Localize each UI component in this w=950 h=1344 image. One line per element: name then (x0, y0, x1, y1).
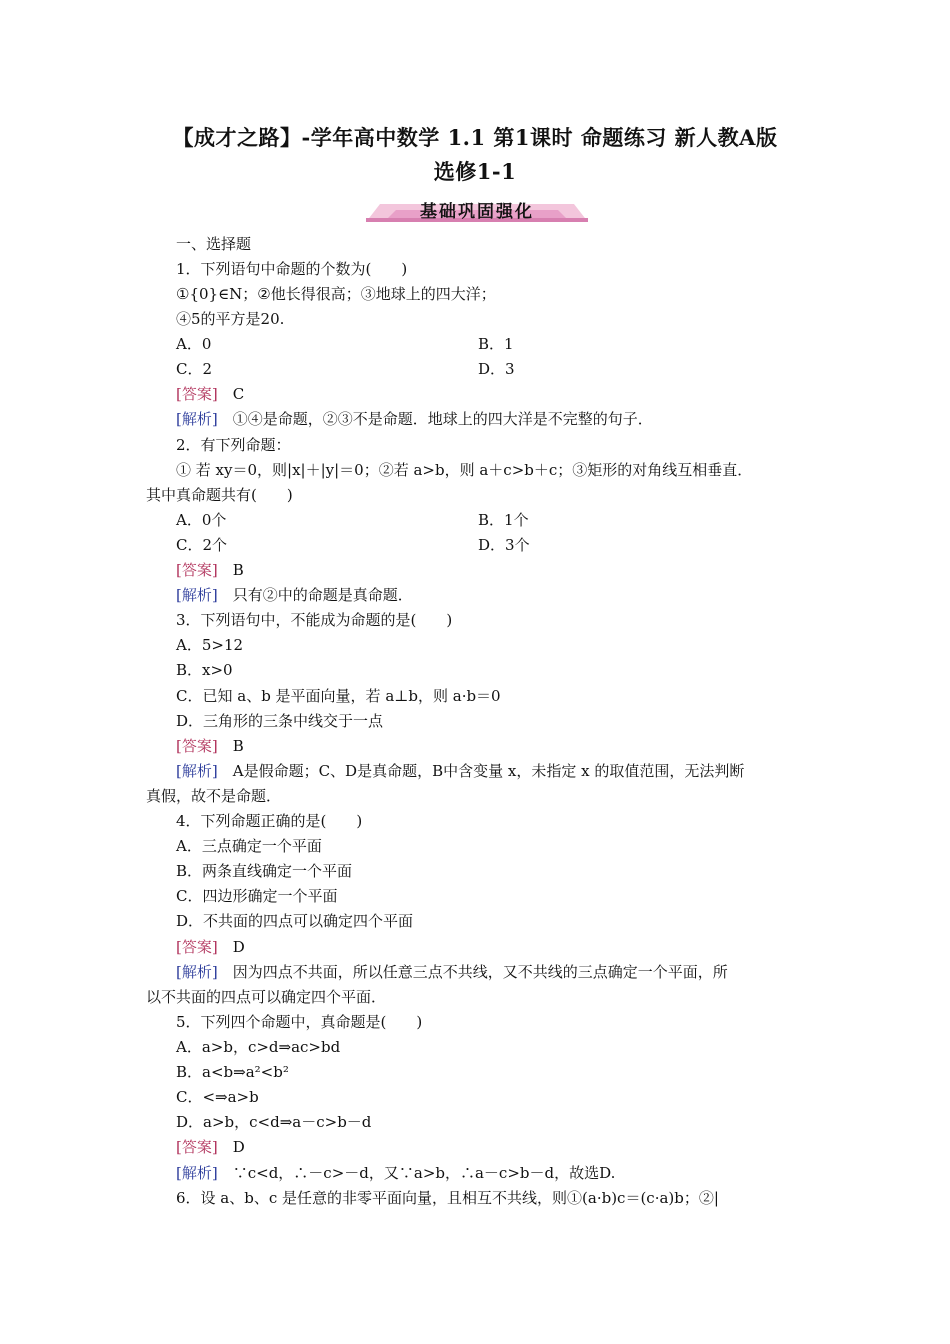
q3-analysis-cont: 真假，故不是命题． (146, 787, 282, 805)
q1-option-b: B．1 (478, 335, 514, 353)
analysis-text: ①④是命题，②③不是命题．地球上的四大洋是不完整的句子． (232, 410, 653, 428)
q3-stem: 3．下列语句中，不能成为命题的是( ) (176, 611, 453, 629)
q4-option-a: A．三点确定一个平面 (176, 837, 322, 855)
q5-option-b: B．a<b⇒a²<b² (176, 1063, 289, 1081)
q5-analysis (176, 1163, 615, 1183)
q2-option-a: A．0个 (176, 511, 227, 529)
analysis-text: 因为四点不共面，所以任意三点不共线，又不共线的三点确定一个平面，所 (232, 963, 728, 981)
q4-option-d: D．不共面的四点可以确定四个平面 (176, 912, 414, 930)
q4-option-c: C．四边形确定一个平面 (176, 887, 338, 905)
q1-statements-cont: ④5的平方是20. (176, 310, 285, 328)
q1-answer (176, 384, 244, 404)
q2-option-d: D．3个 (478, 536, 530, 554)
q1-option-a: A．0 (176, 335, 212, 353)
q2-analysis (176, 585, 413, 605)
section-banner (366, 196, 588, 222)
answer-value: C (232, 385, 245, 403)
analysis-tag: [解析] (176, 963, 218, 981)
analysis-tag: [解析] (176, 1164, 218, 1182)
q5-answer (176, 1137, 245, 1157)
q1-analysis (176, 409, 653, 429)
answer-tag: [答案] (176, 938, 218, 956)
q1-statements: ①{0}∈N；②他长得很高；③地球上的四大洋； (176, 285, 496, 303)
answer-value: D (232, 1138, 245, 1156)
document-title-line-2: 选修1-1 (433, 159, 517, 184)
q2-answer (176, 560, 244, 580)
q5-option-a: A．a>b，c>d⇒ac>bd (176, 1038, 341, 1056)
q3-analysis (176, 761, 744, 781)
banner-title: 基础巩固强化 (420, 202, 534, 222)
analysis-text: ∵c<d，∴－c>－d，又∵a>b，∴a－c>b－d，故选D. (232, 1164, 616, 1182)
answer-value: D (232, 938, 245, 956)
analysis-tag: [解析] (176, 762, 218, 780)
answer-tag: [答案] (176, 385, 218, 403)
q2-option-b: B．1个 (478, 511, 529, 529)
q1-option-d: D．3 (478, 360, 515, 378)
q5-option-d: D．a>b，c<d⇒a－c>b－d (176, 1113, 372, 1131)
section-heading: 一、选择题 (176, 235, 252, 253)
analysis-text: 只有②中的命题是真命题． (232, 586, 413, 604)
q5-stem: 5．下列四个命题中，真命题是( ) (176, 1013, 423, 1031)
q2-option-c: C．2个 (176, 536, 228, 554)
q1-stem: 1．下列语句中命题的个数为( ) (176, 260, 408, 278)
analysis-tag: [解析] (176, 586, 218, 604)
q3-option-c: C．已知 a、b 是平面向量，若 a⊥b，则 a·b＝0 (176, 687, 501, 705)
q3-option-d: D．三角形的三条中线交于一点 (176, 712, 384, 730)
q3-option-a: A．5>12 (176, 636, 244, 654)
q5-option-c: C．<⇒a>b (176, 1088, 259, 1106)
q1-option-c: C．2 (176, 360, 213, 378)
analysis-tag: [解析] (176, 410, 218, 428)
answer-value: B (232, 737, 244, 755)
q2-stem: 2．有下列命题： (176, 436, 291, 454)
q2-statements: ① 若 xy＝0，则|x|＋|y|＝0；②若 a>b，则 a＋c>b＋c；③矩形的对角线互相垂直． (176, 461, 753, 479)
answer-tag: [答案] (176, 737, 218, 755)
q6-stem: 6．设 a、b、c 是任意的非零平面向量，且相互不共线，则①(a·b)c＝(c·a)b；②| (176, 1189, 719, 1207)
answer-value: B (232, 561, 244, 579)
q4-answer (176, 937, 245, 957)
q2-question: 其中真命题共有( ) (146, 486, 293, 504)
q3-option-b: B．x>0 (176, 661, 233, 679)
analysis-text: A是假命题；C、D是真命题，B中含变量 x，未指定 x 的取值范围，无法判断 (232, 762, 745, 780)
answer-tag: [答案] (176, 561, 218, 579)
q3-answer (176, 736, 244, 756)
document-title-line-1: 【成才之路】-学年高中数学 1.1 第1课时 命题练习 新人教A版 (172, 125, 778, 150)
q4-option-b: B．两条直线确定一个平面 (176, 862, 353, 880)
q4-analysis (176, 962, 728, 982)
q4-analysis-cont: 以不共面的四点可以确定四个平面． (146, 988, 387, 1006)
answer-tag: [答案] (176, 1138, 218, 1156)
q4-stem: 4．下列命题正确的是( ) (176, 812, 363, 830)
